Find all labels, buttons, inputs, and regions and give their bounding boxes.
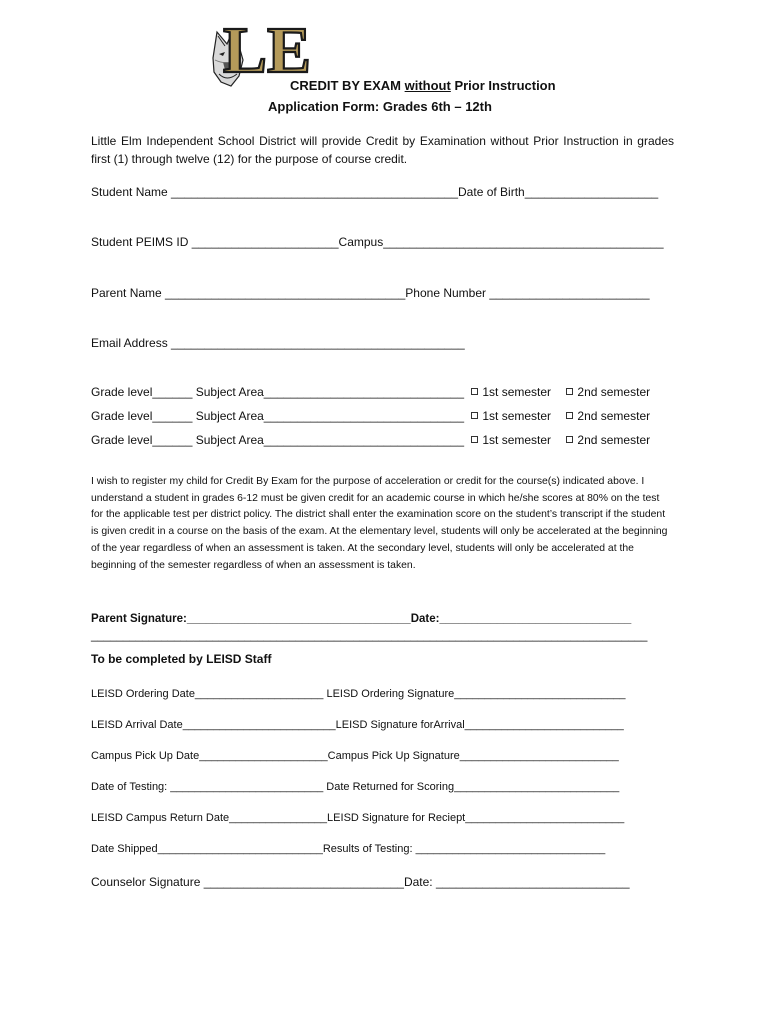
agreement-paragraph: I wish to register my child for Credit By Exam for the purpose of acceleration or credit for the course(s) indicated above. I understand a student in grades 6-12 must be given credit for an academic course in which he/she scores at 80% on the test for the applicable test per district policy. The district shall enter the examination score on the student’s transcript if the student is given credit in a course on the basis of the exam. At the elementary level, students will only be accelerated at the beginning of the year regardless of when an assessment is taken. At the secondary level, students will only be accelerated at the beginning of the semester regardless of when an assessment is taken. [91,476,668,571]
checkbox-icon [471,436,478,443]
grade-row[interactable] [91,409,650,423]
campus-return-field[interactable]: LEISD Campus Return Date________________LEISD Signature for Reciept__________________________ [91,812,625,824]
ordering-date-field[interactable]: LEISD Ordering Date_____________________ LEISD Ordering Signature____________________________ [91,688,626,700]
date-shipped-field[interactable]: Date Shipped___________________________Results of Testing: _______________________________ [91,843,606,855]
checkbox-icon [566,436,573,443]
testing-date-field[interactable]: Date of Testing: _________________________ Date Returned for Scoring___________________________ [91,781,620,793]
semester-2-checkbox[interactable]: 2nd semester [566,433,650,447]
staff-section-heading: To be completed by LEISD Staff [91,652,272,666]
form-subtitle: Application Form: Grades 6th – 12th [268,99,492,114]
grade-row[interactable] [91,385,650,399]
checkbox-icon [471,388,478,395]
grade-subject-field[interactable]: Grade level______ Subject Area______________________________ [91,409,465,423]
pickup-date-field[interactable]: Campus Pick Up Date_____________________Campus Pick Up Signature__________________________ [91,750,619,762]
checkbox-icon [566,412,573,419]
parent-signature-field[interactable]: Parent Signature:___________________________________Date:______________________________ [91,613,632,625]
divider: _______________________________________________________________________________________ [91,630,648,642]
grade-subject-field[interactable]: Grade level______ Subject Area______________________________ [91,433,465,447]
grade-subject-field[interactable]: Grade level______ Subject Area______________________________ [91,385,465,399]
arrival-date-field[interactable]: LEISD Arrival Date_________________________LEISD Signature forArrival__________________________ [91,719,624,731]
leisd-logo [209,10,312,88]
email-field[interactable]: Email Address ____________________________________________ [91,336,465,350]
semester-1-checkbox[interactable]: 1st semester [471,409,551,423]
student-peims-field[interactable]: Student PEIMS ID ______________________Campus__________________________________________ [91,235,664,249]
semester-2-checkbox[interactable]: 2nd semester [566,385,650,399]
parent-name-field[interactable]: Parent Name ____________________________________Phone Number ________________________ [91,286,650,300]
counselor-signature-field[interactable]: Counselor Signature ______________________________Date: _____________________________ [91,875,630,889]
intro-paragraph: Little Elm Independent School District will provide Credit by Examination without Prior Instruction in grades first (1) through twelve (12) for the purpose of course credit. [91,134,674,166]
student-name-field[interactable]: Student Name ___________________________________________Date of Birth____________________ [91,185,659,199]
semester-1-checkbox[interactable]: 1st semester [471,433,551,447]
checkbox-icon [566,388,573,395]
checkbox-icon [471,412,478,419]
form-title: CREDIT BY EXAM without Prior Instruction [290,78,556,93]
svg-text:LE: LE [223,14,312,87]
semester-2-checkbox[interactable]: 2nd semester [566,409,650,423]
grade-row[interactable] [91,433,650,447]
semester-1-checkbox[interactable]: 1st semester [471,385,551,399]
